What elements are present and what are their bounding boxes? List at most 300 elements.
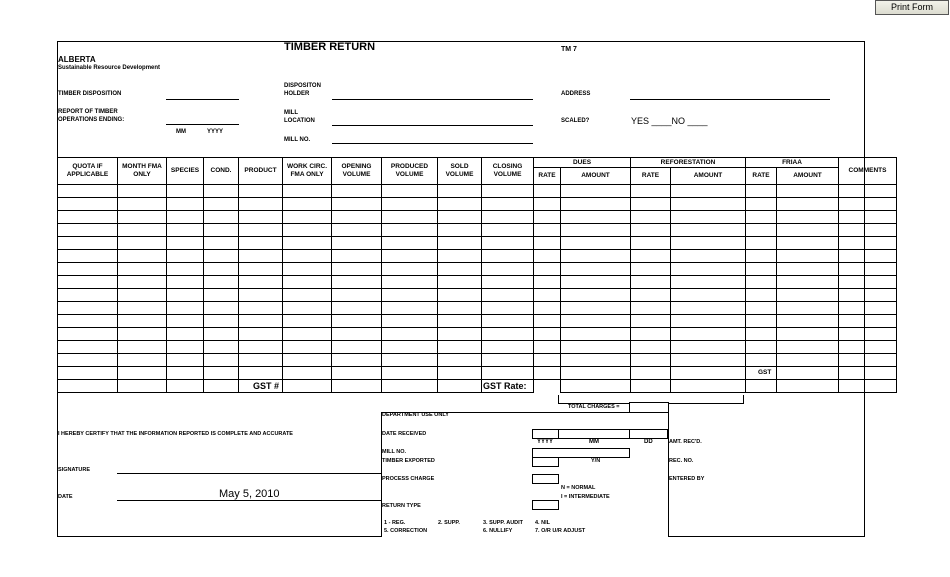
- table-cell[interactable]: [671, 185, 746, 198]
- table-cell[interactable]: [239, 354, 283, 367]
- table-cell[interactable]: [438, 302, 482, 315]
- process-charge-field[interactable]: [532, 474, 559, 484]
- table-cell[interactable]: [438, 250, 482, 263]
- table-cell[interactable]: [631, 211, 671, 224]
- header-species: SPECIES: [167, 158, 204, 185]
- cell[interactable]: [239, 367, 283, 380]
- table-cell[interactable]: [534, 198, 561, 211]
- table-cell[interactable]: [561, 237, 631, 250]
- table-cell[interactable]: [746, 237, 777, 250]
- header-dues: DUES: [534, 158, 631, 168]
- cell[interactable]: [438, 380, 482, 393]
- table-row: [58, 185, 897, 198]
- table-cell[interactable]: [534, 211, 561, 224]
- table-cell[interactable]: [777, 211, 839, 224]
- header-friaa: FRIAA: [746, 158, 839, 168]
- table-cell[interactable]: [534, 341, 561, 354]
- header-friaa-rate: RATE: [746, 168, 777, 185]
- holder-field[interactable]: [332, 99, 533, 100]
- table-cell[interactable]: [382, 276, 438, 289]
- table-cell[interactable]: [561, 198, 631, 211]
- table-cell[interactable]: [167, 276, 204, 289]
- cell[interactable]: [58, 380, 118, 393]
- table-cell[interactable]: [204, 315, 239, 328]
- table-cell[interactable]: [839, 224, 897, 237]
- table-cell[interactable]: [561, 211, 631, 224]
- table-cell[interactable]: [382, 315, 438, 328]
- table-cell[interactable]: [167, 211, 204, 224]
- mill-location-field[interactable]: [332, 125, 533, 126]
- table-cell[interactable]: [167, 328, 204, 341]
- table-cell[interactable]: [239, 328, 283, 341]
- cell[interactable]: [839, 367, 897, 380]
- table-cell[interactable]: [118, 276, 167, 289]
- table-cell[interactable]: [58, 354, 118, 367]
- table-cell[interactable]: [382, 237, 438, 250]
- table-cell[interactable]: [482, 185, 534, 198]
- table-cell[interactable]: [561, 302, 631, 315]
- table-cell[interactable]: [561, 263, 631, 276]
- table-cell[interactable]: [777, 263, 839, 276]
- cell[interactable]: [839, 380, 897, 393]
- report-period-field[interactable]: [166, 124, 239, 125]
- table-cell[interactable]: [204, 185, 239, 198]
- table-cell[interactable]: [671, 289, 746, 302]
- table-cell[interactable]: [382, 354, 438, 367]
- table-cell[interactable]: [534, 276, 561, 289]
- table-cell[interactable]: [561, 315, 631, 328]
- table-cell[interactable]: [839, 250, 897, 263]
- table-cell[interactable]: [167, 302, 204, 315]
- table-cell[interactable]: [239, 263, 283, 276]
- table-cell[interactable]: [382, 289, 438, 302]
- table-cell[interactable]: [777, 341, 839, 354]
- table-cell[interactable]: [482, 211, 534, 224]
- table-cell[interactable]: [671, 211, 746, 224]
- table-cell[interactable]: [839, 302, 897, 315]
- table-cell[interactable]: [438, 263, 482, 276]
- table-row: [58, 315, 897, 328]
- table-cell[interactable]: [167, 315, 204, 328]
- table-cell[interactable]: [482, 289, 534, 302]
- table-cell[interactable]: [631, 315, 671, 328]
- table-cell[interactable]: [167, 198, 204, 211]
- table-cell[interactable]: [438, 185, 482, 198]
- dept-use-title: DEPARTMENT USE ONLY: [382, 412, 449, 418]
- timber-exported-field[interactable]: [532, 457, 559, 467]
- table-cell[interactable]: [671, 237, 746, 250]
- table-cell[interactable]: [534, 354, 561, 367]
- table-cell[interactable]: [58, 302, 118, 315]
- cell[interactable]: [118, 367, 167, 380]
- table-cell[interactable]: [438, 276, 482, 289]
- cell[interactable]: [746, 380, 777, 393]
- scaled-yes-no[interactable]: YES ____NO ____: [631, 116, 708, 126]
- header-opening-volume: OPENING VOLUME: [332, 158, 382, 185]
- print-form-button[interactable]: Print Form: [875, 0, 949, 15]
- table-cell[interactable]: [839, 289, 897, 302]
- table-cell[interactable]: [438, 237, 482, 250]
- table-cell[interactable]: [746, 263, 777, 276]
- table-cell[interactable]: [239, 276, 283, 289]
- table-row: [58, 224, 897, 237]
- table-cell[interactable]: [204, 302, 239, 315]
- cell[interactable]: [438, 367, 482, 380]
- table-cell[interactable]: [332, 328, 382, 341]
- table-cell[interactable]: [204, 276, 239, 289]
- table-cell[interactable]: [839, 263, 897, 276]
- table-cell[interactable]: [561, 354, 631, 367]
- table-cell[interactable]: [438, 198, 482, 211]
- table-cell[interactable]: [332, 276, 382, 289]
- table-cell[interactable]: [746, 328, 777, 341]
- table-cell[interactable]: [438, 328, 482, 341]
- cell[interactable]: [167, 367, 204, 380]
- table-cell[interactable]: [631, 341, 671, 354]
- table-cell[interactable]: [118, 185, 167, 198]
- table-cell[interactable]: [746, 250, 777, 263]
- table-cell[interactable]: [118, 237, 167, 250]
- table-cell[interactable]: [204, 354, 239, 367]
- table-cell[interactable]: [167, 224, 204, 237]
- table-cell[interactable]: [118, 250, 167, 263]
- table-cell[interactable]: [482, 302, 534, 315]
- table-cell[interactable]: [839, 211, 897, 224]
- table-cell[interactable]: [118, 328, 167, 341]
- table-cell[interactable]: [777, 328, 839, 341]
- table-cell[interactable]: [671, 224, 746, 237]
- table-cell[interactable]: [283, 263, 332, 276]
- header-comments: COMMENTS: [839, 158, 897, 185]
- table-cell[interactable]: [631, 263, 671, 276]
- cell[interactable]: [58, 367, 118, 380]
- table-cell[interactable]: [332, 315, 382, 328]
- signature-field[interactable]: [117, 473, 381, 474]
- table-cell[interactable]: [482, 341, 534, 354]
- table-cell[interactable]: [631, 250, 671, 263]
- table-cell[interactable]: [204, 341, 239, 354]
- table-cell[interactable]: [482, 250, 534, 263]
- table-cell[interactable]: [332, 237, 382, 250]
- address-field[interactable]: [630, 99, 830, 100]
- table-cell[interactable]: [283, 302, 332, 315]
- table-cell[interactable]: [777, 354, 839, 367]
- table-cell[interactable]: [58, 198, 118, 211]
- gst-amount-cell[interactable]: [777, 367, 839, 380]
- cell[interactable]: [534, 367, 561, 380]
- table-cell[interactable]: [332, 263, 382, 276]
- table-cell[interactable]: [671, 276, 746, 289]
- table-cell[interactable]: [167, 185, 204, 198]
- table-cell[interactable]: [118, 211, 167, 224]
- table-cell[interactable]: [631, 302, 671, 315]
- table-cell[interactable]: [204, 263, 239, 276]
- table-cell[interactable]: [118, 315, 167, 328]
- table-cell[interactable]: [239, 302, 283, 315]
- table-cell[interactable]: [746, 185, 777, 198]
- table-cell[interactable]: [561, 289, 631, 302]
- table-cell[interactable]: [283, 315, 332, 328]
- table-cell[interactable]: [839, 341, 897, 354]
- cell[interactable]: [118, 380, 167, 393]
- table-cell[interactable]: [283, 289, 332, 302]
- table-cell[interactable]: [777, 237, 839, 250]
- table-cell[interactable]: [746, 289, 777, 302]
- table-cell[interactable]: [58, 289, 118, 302]
- table-cell[interactable]: [777, 185, 839, 198]
- table-cell[interactable]: [283, 185, 332, 198]
- table-cell[interactable]: [746, 315, 777, 328]
- table-cell[interactable]: [777, 198, 839, 211]
- table-cell[interactable]: [671, 250, 746, 263]
- table-cell[interactable]: [58, 315, 118, 328]
- table-cell[interactable]: [204, 237, 239, 250]
- table-cell[interactable]: [332, 198, 382, 211]
- table-cell[interactable]: [746, 198, 777, 211]
- table-cell[interactable]: [671, 341, 746, 354]
- table-cell[interactable]: [671, 315, 746, 328]
- cell[interactable]: [671, 380, 746, 393]
- table-cell[interactable]: [534, 185, 561, 198]
- table-cell[interactable]: [332, 211, 382, 224]
- cell[interactable]: [332, 380, 382, 393]
- table-cell[interactable]: [482, 198, 534, 211]
- table-cell[interactable]: [382, 341, 438, 354]
- table-cell[interactable]: [239, 315, 283, 328]
- rec-no-label: REC. NO.: [669, 458, 694, 464]
- gst-rate-cell[interactable]: [561, 380, 631, 393]
- table-cell[interactable]: [482, 315, 534, 328]
- table-cell[interactable]: [534, 224, 561, 237]
- table-cell[interactable]: [332, 354, 382, 367]
- table-cell[interactable]: [534, 237, 561, 250]
- dept-dd-label: DD: [644, 439, 653, 445]
- table-cell[interactable]: [777, 302, 839, 315]
- table-cell[interactable]: [839, 198, 897, 211]
- table-cell[interactable]: [167, 250, 204, 263]
- cell[interactable]: [167, 380, 204, 393]
- table-cell[interactable]: [482, 237, 534, 250]
- date-field[interactable]: [117, 500, 381, 501]
- table-cell[interactable]: [631, 185, 671, 198]
- gst-number-cell[interactable]: [283, 380, 332, 393]
- table-cell[interactable]: [239, 289, 283, 302]
- cell[interactable]: [382, 380, 438, 393]
- table-cell[interactable]: [482, 263, 534, 276]
- table-cell[interactable]: [746, 341, 777, 354]
- table-cell[interactable]: [561, 250, 631, 263]
- table-cell[interactable]: [631, 237, 671, 250]
- return-type-field[interactable]: [532, 500, 559, 510]
- date-received-label: DATE RECEIVED: [382, 431, 427, 437]
- table-cell[interactable]: [332, 185, 382, 198]
- table-cell[interactable]: [283, 328, 332, 341]
- table-cell[interactable]: [561, 328, 631, 341]
- table-cell[interactable]: [204, 224, 239, 237]
- table-cell[interactable]: [671, 263, 746, 276]
- table-cell[interactable]: [777, 224, 839, 237]
- department-name: Sustainable Resource Development: [58, 65, 161, 71]
- table-cell[interactable]: [58, 328, 118, 341]
- table-cell[interactable]: [382, 211, 438, 224]
- cell[interactable]: [482, 367, 534, 380]
- table-cell[interactable]: [746, 302, 777, 315]
- table-cell[interactable]: [561, 185, 631, 198]
- cell[interactable]: [671, 367, 746, 380]
- table-cell[interactable]: [746, 354, 777, 367]
- cell[interactable]: [561, 367, 631, 380]
- table-row: [58, 237, 897, 250]
- table-cell[interactable]: [283, 198, 332, 211]
- table-cell[interactable]: [332, 341, 382, 354]
- table-cell[interactable]: [239, 185, 283, 198]
- table-cell[interactable]: [561, 224, 631, 237]
- timber-disposition-field[interactable]: [166, 99, 239, 100]
- table-cell[interactable]: [746, 211, 777, 224]
- table-cell[interactable]: [438, 315, 482, 328]
- mill-no-field[interactable]: [332, 143, 533, 144]
- date-value[interactable]: May 5, 2010: [219, 488, 280, 500]
- cell[interactable]: [382, 367, 438, 380]
- table-cell[interactable]: [58, 341, 118, 354]
- table-cell[interactable]: [482, 224, 534, 237]
- table-cell[interactable]: [283, 250, 332, 263]
- table-cell[interactable]: [631, 289, 671, 302]
- table-cell[interactable]: [283, 237, 332, 250]
- table-cell[interactable]: [839, 328, 897, 341]
- table-cell[interactable]: [382, 185, 438, 198]
- table-cell[interactable]: [239, 211, 283, 224]
- table-cell[interactable]: [534, 250, 561, 263]
- table-cell[interactable]: [118, 354, 167, 367]
- table-cell[interactable]: [438, 354, 482, 367]
- header-refor-amount: AMOUNT: [671, 168, 746, 185]
- table-cell[interactable]: [204, 328, 239, 341]
- cell[interactable]: [631, 380, 671, 393]
- table-cell[interactable]: [58, 237, 118, 250]
- table-cell[interactable]: [118, 224, 167, 237]
- table-cell[interactable]: [382, 198, 438, 211]
- table-cell[interactable]: [204, 198, 239, 211]
- table-cell[interactable]: [561, 276, 631, 289]
- table-cell[interactable]: [283, 276, 332, 289]
- table-cell[interactable]: [283, 354, 332, 367]
- table-cell[interactable]: [746, 276, 777, 289]
- table-cell[interactable]: [482, 328, 534, 341]
- intermediate-label: I = INTERMEDIATE: [561, 494, 610, 500]
- table-cell[interactable]: [382, 250, 438, 263]
- table-cell[interactable]: [631, 328, 671, 341]
- table-cell[interactable]: [777, 315, 839, 328]
- table-cell[interactable]: [777, 289, 839, 302]
- cell[interactable]: [631, 367, 671, 380]
- table-cell[interactable]: [382, 224, 438, 237]
- table-cell[interactable]: [746, 224, 777, 237]
- table-cell[interactable]: [839, 315, 897, 328]
- table-cell[interactable]: [631, 354, 671, 367]
- table-cell[interactable]: [631, 224, 671, 237]
- table-cell[interactable]: [204, 250, 239, 263]
- table-cell[interactable]: [204, 211, 239, 224]
- table-cell[interactable]: [283, 211, 332, 224]
- table-cell[interactable]: [239, 224, 283, 237]
- table-cell[interactable]: [438, 341, 482, 354]
- table-cell[interactable]: [777, 250, 839, 263]
- table-row: [58, 263, 897, 276]
- table-cell[interactable]: [631, 198, 671, 211]
- table-cell[interactable]: [839, 237, 897, 250]
- table-cell[interactable]: [839, 185, 897, 198]
- table-cell[interactable]: [332, 224, 382, 237]
- table-cell[interactable]: [167, 237, 204, 250]
- table-cell[interactable]: [382, 263, 438, 276]
- table-cell[interactable]: [671, 302, 746, 315]
- table-cell[interactable]: [561, 341, 631, 354]
- table-cell[interactable]: [118, 341, 167, 354]
- table-cell[interactable]: [534, 263, 561, 276]
- table-cell[interactable]: [58, 263, 118, 276]
- table-cell[interactable]: [438, 224, 482, 237]
- table-cell[interactable]: [58, 250, 118, 263]
- table-cell[interactable]: [631, 276, 671, 289]
- table-cell[interactable]: [534, 302, 561, 315]
- table-cell[interactable]: [482, 276, 534, 289]
- table-cell[interactable]: [58, 276, 118, 289]
- cell[interactable]: [283, 367, 332, 380]
- table-cell[interactable]: [204, 289, 239, 302]
- table-cell[interactable]: [283, 341, 332, 354]
- table-cell[interactable]: [671, 354, 746, 367]
- table-cell[interactable]: [167, 354, 204, 367]
- cell[interactable]: [777, 380, 839, 393]
- table-cell[interactable]: [58, 224, 118, 237]
- table-cell[interactable]: [239, 198, 283, 211]
- table-cell[interactable]: [534, 289, 561, 302]
- table-cell[interactable]: [534, 315, 561, 328]
- cell[interactable]: [204, 367, 239, 380]
- table-cell[interactable]: [332, 250, 382, 263]
- table-cell[interactable]: [239, 237, 283, 250]
- table-cell[interactable]: [777, 276, 839, 289]
- table-cell[interactable]: [438, 211, 482, 224]
- table-cell[interactable]: [382, 302, 438, 315]
- table-cell[interactable]: [239, 341, 283, 354]
- table-cell[interactable]: [438, 289, 482, 302]
- table-cell[interactable]: [118, 263, 167, 276]
- table-cell[interactable]: [671, 328, 746, 341]
- table-cell[interactable]: [332, 289, 382, 302]
- cell[interactable]: [332, 367, 382, 380]
- table-cell[interactable]: [118, 289, 167, 302]
- table-cell[interactable]: [839, 276, 897, 289]
- table-cell[interactable]: [118, 198, 167, 211]
- table-cell[interactable]: [118, 302, 167, 315]
- table-cell[interactable]: [167, 341, 204, 354]
- cell[interactable]: [204, 380, 239, 393]
- table-cell[interactable]: [239, 250, 283, 263]
- table-cell[interactable]: [382, 328, 438, 341]
- table-cell[interactable]: [58, 185, 118, 198]
- table-cell[interactable]: [534, 328, 561, 341]
- table-cell[interactable]: [167, 289, 204, 302]
- table-cell[interactable]: [167, 263, 204, 276]
- table-cell[interactable]: [671, 198, 746, 211]
- table-cell[interactable]: [839, 354, 897, 367]
- table-cell[interactable]: [283, 224, 332, 237]
- table-cell[interactable]: [58, 211, 118, 224]
- table-cell[interactable]: [482, 354, 534, 367]
- table-cell[interactable]: [332, 302, 382, 315]
